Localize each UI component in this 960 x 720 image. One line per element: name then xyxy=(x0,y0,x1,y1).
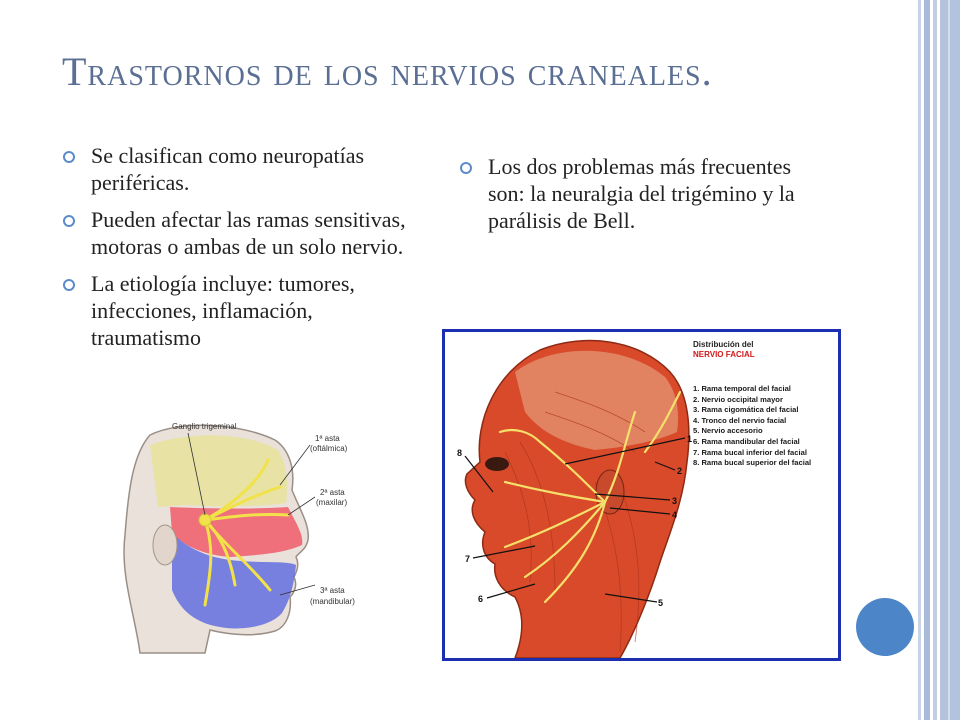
legend-item: 7. Rama bucal inferior del facial xyxy=(693,447,807,457)
decor-stripe xyxy=(933,0,937,720)
legend-item: 2. Nervio occipital mayor xyxy=(693,394,783,404)
bullet-item: La etiología incluye: tumores, infecciones, inflamación, traumatismo xyxy=(63,270,423,351)
nerve-number-4: 4 xyxy=(672,510,678,520)
accent-circle xyxy=(856,598,914,656)
label-branch1: 1ª asta xyxy=(315,434,340,443)
slide-title: Trastornos de los nervios craneales. xyxy=(62,49,713,94)
trigeminal-illustration xyxy=(110,415,400,655)
nerve-number-6: 6 xyxy=(478,594,484,604)
label-ganglion: Ganglio trigeminal xyxy=(172,422,237,431)
nerve-number-3: 3 xyxy=(672,496,678,506)
nerve-number-8: 8 xyxy=(457,448,463,458)
legend-item: 4. Tronco del nervio facial xyxy=(693,415,787,425)
facial-nerve-legend xyxy=(693,384,839,469)
bullet-item: Se clasifican como neuropatías periféricas. xyxy=(63,142,423,196)
nerve-number-1: 1 xyxy=(687,434,693,444)
decor-stripe xyxy=(918,0,921,720)
facial-figure-caption xyxy=(693,340,833,360)
nerve-number-2: 2 xyxy=(677,466,683,476)
facial-nerve-figure xyxy=(442,329,841,661)
label-branch3-sub: (mandibular) xyxy=(310,597,355,606)
legend-item: 5. Nervio accesorio xyxy=(693,426,763,436)
trigeminal-ganglion xyxy=(199,514,211,526)
ophthalmic-region xyxy=(150,435,287,507)
legend-item: 1. Rama temporal del facial xyxy=(693,384,791,393)
label-branch3: 3ª asta xyxy=(320,586,345,595)
label-branch1-sub: (oftálmica) xyxy=(310,444,348,453)
caption-line-1: Distribución del xyxy=(693,340,754,349)
bullet-item: Pueden afectar las ramas sensitivas, motoras o ambas de un solo nervio. xyxy=(63,206,423,260)
decor-stripe xyxy=(948,0,950,720)
ear xyxy=(153,525,177,565)
facial-nerve-illustration xyxy=(445,332,838,658)
label-branch2: 2ª asta xyxy=(320,488,345,497)
left-bullet-list xyxy=(63,142,423,361)
trigeminal-nerve-figure xyxy=(110,415,400,655)
legend-item: 8. Rama bucal superior del facial xyxy=(693,458,812,468)
bullet-item: Los dos problemas más frecuentes son: la neuralgia del trigémino y la parálisis de Bell. xyxy=(460,153,820,234)
right-bullet-list xyxy=(460,153,820,234)
legend-item: 6. Rama mandibular del facial xyxy=(693,436,800,446)
eye xyxy=(485,457,509,471)
caption-line-2: NERVIO FACIAL xyxy=(693,350,755,359)
nerve-number-5: 5 xyxy=(658,598,664,608)
legend-item: 3. Rama cigomática del facial xyxy=(693,405,799,415)
decor-stripe xyxy=(940,0,960,720)
nerve-number-7: 7 xyxy=(465,554,471,564)
label-branch2-sub: (maxilar) xyxy=(316,498,348,507)
decor-stripe xyxy=(924,0,930,720)
